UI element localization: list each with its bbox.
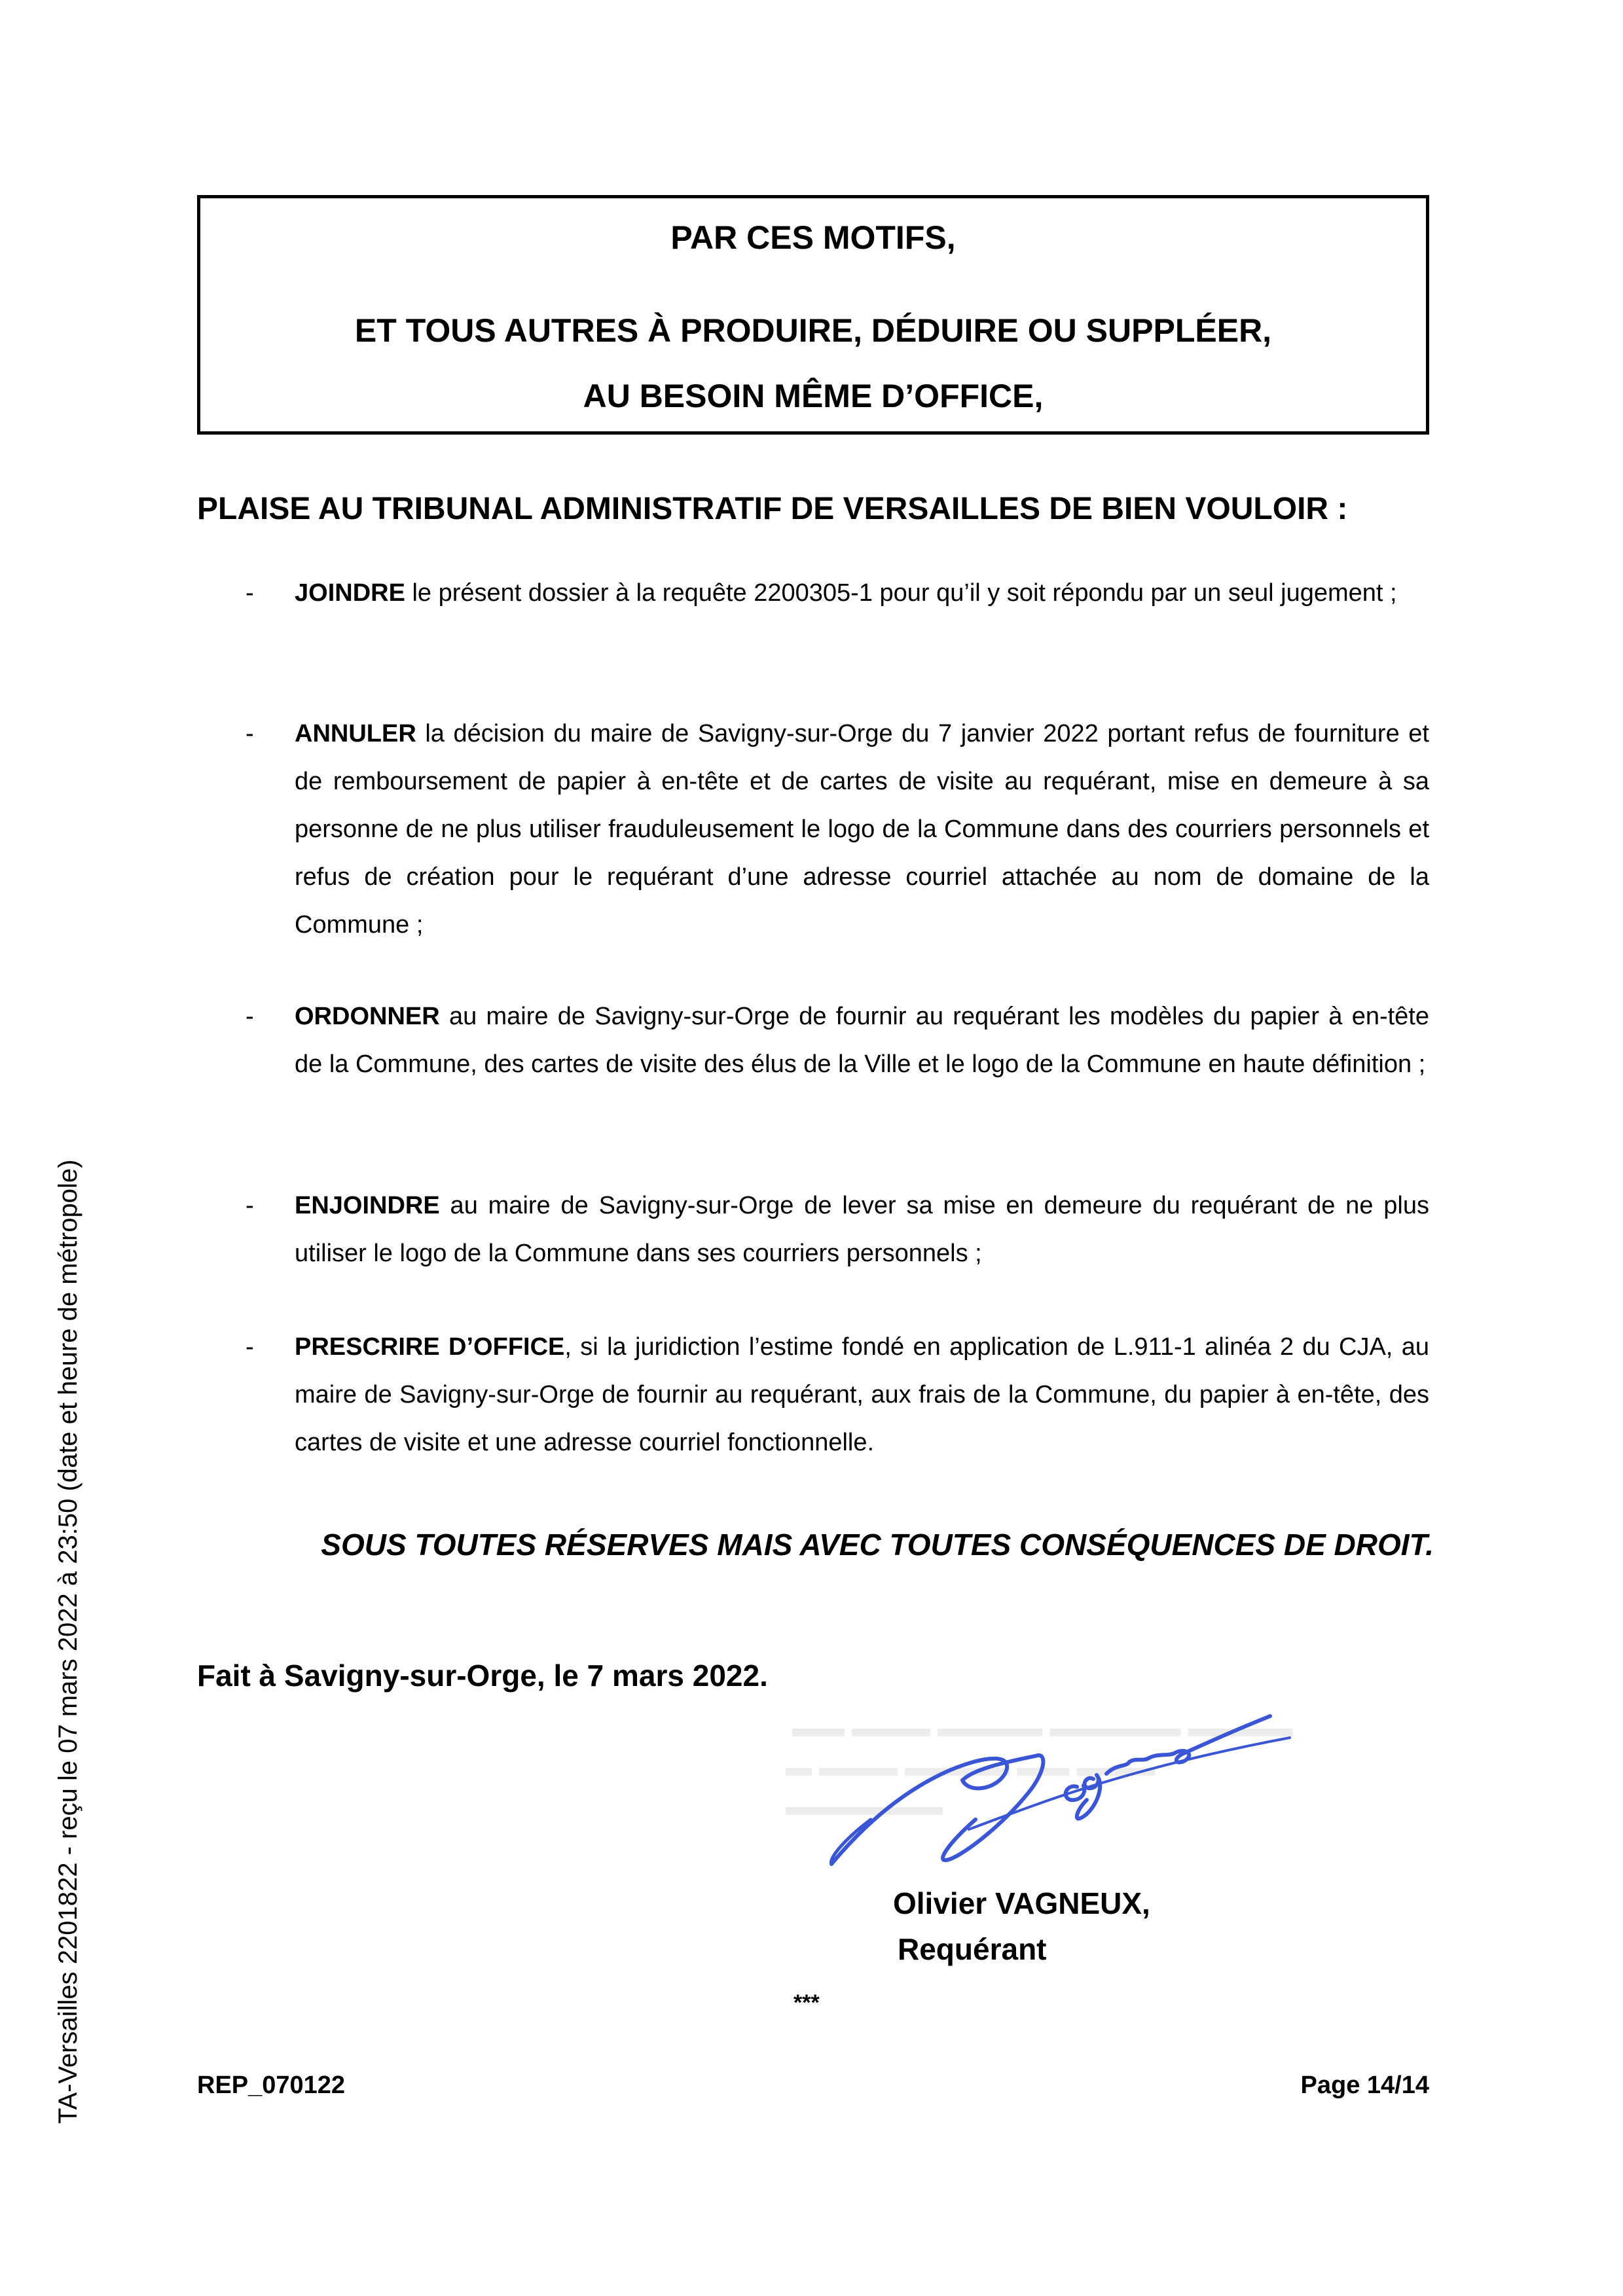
bullet-dash: - <box>246 579 254 607</box>
request-item-ordonner <box>197 993 1429 1088</box>
bullet-dash: - <box>246 1192 254 1219</box>
request-item-annuler <box>197 710 1429 949</box>
request-item-text <box>295 710 1429 949</box>
signer-role: Requérant <box>898 1932 1047 1966</box>
request-body: au maire de Savigny-sur-Orge de fournir au requérant les modèles du papier à en-tête de la Commune, des cartes de visite des élus de la Ville et le logo de la Commune en haute définition ; <box>295 1003 1429 1078</box>
request-keyword: PRESCRIRE D’OFFICE <box>295 1333 565 1361</box>
request-item-enjoindre <box>197 1182 1429 1278</box>
motifs-line-3: AU BESOIN MÊME D’OFFICE, <box>583 378 1044 414</box>
request-item-text <box>295 1182 1429 1278</box>
request-keyword: ORDONNER <box>295 1003 440 1030</box>
request-body: le présent dossier à la requête 2200305-1 pour qu’il y soit répondu par un seul jugement ; <box>405 579 1397 607</box>
place-date: Fait à Savigny-sur-Orge, le 7 mars 2022. <box>197 1659 768 1693</box>
bullet-dash: - <box>246 720 254 747</box>
request-body: la décision du maire de Savigny-sur-Orge du 7 janvier 2022 portant refus de fourniture et de remboursement de papier à en-tête et de cartes de visite au requérant, mise en demeure à sa personne de ne plus utiliser frauduleusement le logo de la Commune dans des courriers personnels et refus de création pour le requérant d’une adresse courriel attachée au nom de domaine de la Commune ; <box>295 720 1429 939</box>
motifs-line-2: ET TOUS AUTRES À PRODUIRE, DÉDUIRE OU SUPPLÉER, <box>354 312 1272 349</box>
request-body: , si la juridiction l’estime fondé en application de L.911-1 alinéa 2 du CJA, au maire de Savigny-sur-Orge de fournir au requérant, aux frais de la Commune, du papier à en-tête, des cartes de visite et une adresse courriel fonctionnelle. <box>295 1333 1429 1456</box>
request-keyword: ENJOINDRE <box>295 1192 440 1219</box>
court-request-heading: PLAISE AU TRIBUNAL ADMINISTRATIF DE VERSAILLES DE BIEN VOULOIR : <box>197 492 1348 526</box>
page-number: Page 14/14 <box>1300 2072 1429 2099</box>
document-reference: REP_070122 <box>197 2072 346 2099</box>
request-item-text <box>295 993 1429 1088</box>
bullet-dash: - <box>246 1003 254 1030</box>
signature-background-ghost: ▬▬ ▬▬▬ ▬▬▬▬ ▬▬▬▬▬ ▬▬▬▬ ▬ ▬▬▬ ▬▬▬▬ ▬▬ ▬▬▬ ▬▬▬▬▬▬ <box>786 1713 1293 1821</box>
court-reception-stamp: TA-Versailles 2201822 - reçu le 07 mars 2022 à 23:50 (date et heure de métropole) <box>54 1159 82 2124</box>
motifs-box <box>197 195 1429 435</box>
request-item-text <box>295 1323 1429 1467</box>
request-item-text <box>295 569 1429 617</box>
request-body: au maire de Savigny-sur-Orge de lever sa mise en demeure du requérant de ne plus utiliser le logo de la Commune dans ses courriers personnels ; <box>295 1192 1429 1267</box>
separator-stars: *** <box>793 1990 820 2015</box>
handwritten-signature <box>818 1702 1303 1872</box>
request-keyword: JOINDRE <box>295 579 405 607</box>
motifs-title: PAR CES MOTIFS, <box>670 219 956 256</box>
request-item-prescrire <box>197 1323 1429 1467</box>
request-keyword: ANNULER <box>295 720 416 747</box>
reserve-clause: SOUS TOUTES RÉSERVES MAIS AVEC TOUTES CONSÉQUENCES DE DROIT. <box>321 1528 1434 1562</box>
request-item-joindre <box>197 569 1429 617</box>
bullet-dash: - <box>246 1333 254 1361</box>
signer-name: Olivier VAGNEUX, <box>893 1886 1150 1920</box>
